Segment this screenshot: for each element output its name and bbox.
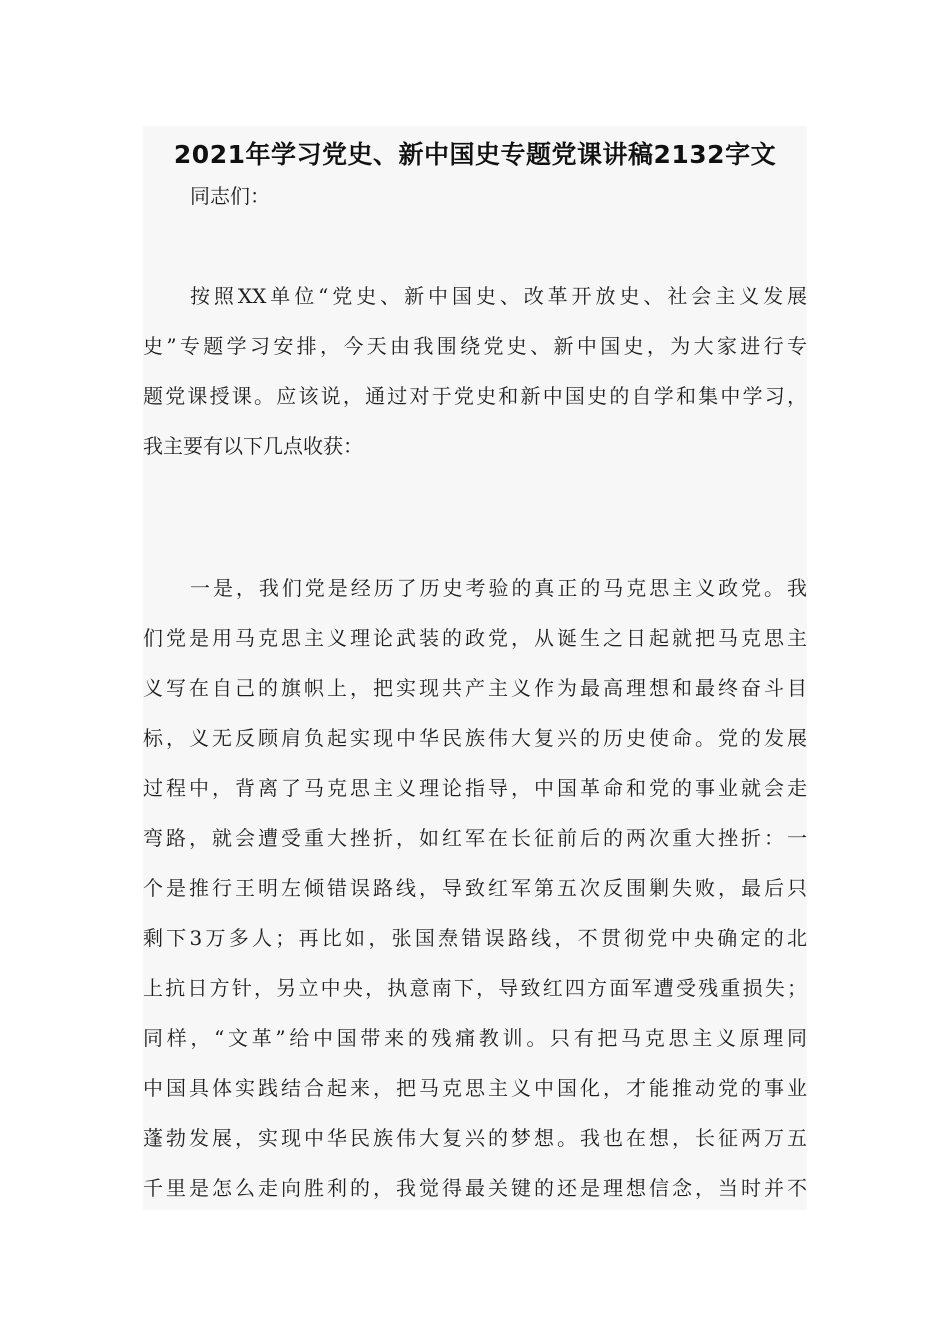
paragraph2-line: 一是，我们党是经历了历史考验的真正的马克思主义政党。我 [190,576,807,600]
paragraph1-line: 我主要有以下几点收获： [143,434,363,458]
paragraph1-line: 按照XX单位“党史、新中国史、改革开放史、社会主义发展 [190,284,807,308]
salutation: 同志们： [190,184,270,208]
paragraph1-line: 题党课授课。应该说，通过对于党史和新中国史的自学和集中学习， [143,384,807,408]
paragraph2-line: 剩下3万多人；再比如，张国焘错误路线，不贯彻党中央确定的北 [143,926,807,950]
paragraph1-line: 史”专题学习安排，今天由我围绕党史、新中国史，为大家进行专 [143,334,807,358]
paragraph2-line: 们党是用马克思主义理论武装的政党，从诞生之日起就把马克思主 [143,626,807,650]
paragraph2-line: 千里是怎么走向胜利的，我觉得最关键的还是理想信念，当时并不 [143,1176,807,1200]
paragraph2-line: 蓬勃发展，实现中华民族伟大复兴的梦想。我也在想，长征两万五 [143,1126,807,1150]
paragraph2-line: 弯路，就会遭受重大挫折，如红军在长征前后的两次重大挫折：一 [143,826,807,850]
paragraph2-line: 中国具体实践结合起来，把马克思主义中国化，才能推动党的事业 [143,1076,807,1100]
paragraph2-line: 标，义无反顾肩负起实现中华民族伟大复兴的历史使命。党的发展 [143,726,807,750]
paragraph2-line: 上抗日方针，另立中央，执意南下，导致红四方面军遭受残重损失； [143,976,807,1000]
paragraph2-line: 过程中，背离了马克思主义理论指导，中国革命和党的事业就会走 [143,776,807,800]
paragraph2-line: 个是推行王明左倾错误路线，导致红军第五次反围剿失败，最后只 [143,876,807,900]
document-title: 2021年学习党史、新中国史专题党课讲稿2132字文 [173,140,777,169]
paragraph2-line: 同样，“文革”给中国带来的残痛教训。只有把马克思主义原理同 [143,1026,807,1050]
paragraph2-line: 义写在自己的旗帜上，把实现共产主义作为最高理想和最终奋斗目 [143,676,807,700]
